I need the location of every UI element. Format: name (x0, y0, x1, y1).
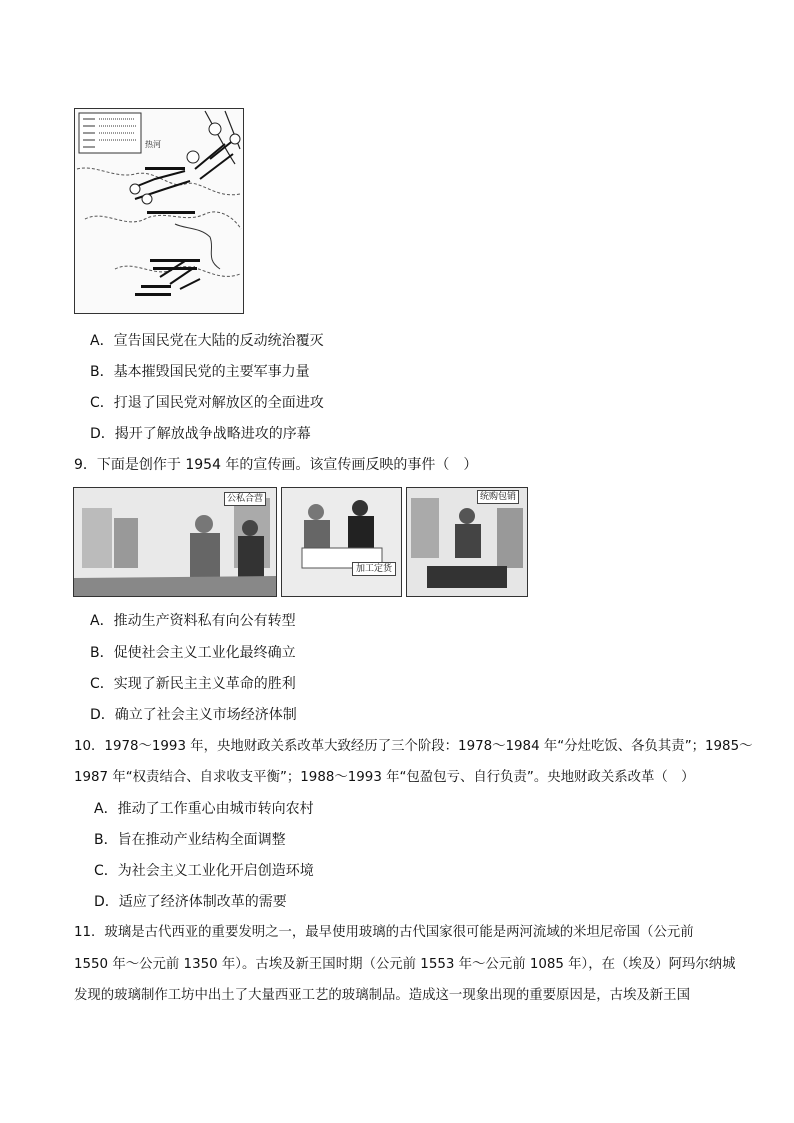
q10-option-b: B．旨在推动产业结构全面调整 (94, 832, 286, 848)
q10-option-d: D．适应了经济体制改革的需要 (94, 894, 287, 910)
q10-stem-line-2: 1987 年“权责结合、自求收支平衡”；1988～1993 年“包盈包亏、自行负责”。央地财政关系改革（ ） (74, 770, 695, 785)
q9-option-d: D．确立了社会主义市场经济体制 (90, 707, 297, 723)
q10-stem-line-1: 10．1978～1993 年，央地财政关系改革大致经历了三个阶段：1978～1984 年“分灶吃饭、各负其责”；1985～ (74, 739, 753, 754)
q8-option-a: A．宣告国民党在大陆的反动统治覆灭 (90, 333, 324, 349)
q9-option-a: A．推动生产资料私有向公有转型 (90, 613, 296, 629)
q9-option-c: C．实现了新民主主义革命的胜利 (90, 676, 296, 692)
map-label-rehe: 热河 (145, 140, 161, 149)
q10-option-c: C．为社会主义工业化开启创造环境 (94, 863, 314, 879)
q8-option-c: C．打退了国民党对解放区的全面进攻 (90, 395, 324, 411)
q9-option-b: B．促使社会主义工业化最终确立 (90, 645, 296, 661)
poster-caption-1: 公私合营 (224, 492, 266, 506)
q11-line-2: 1550 年～公元前 1350 年）。古埃及新王国时期（公元前 1553 年～公元前 1085 年），在（埃及）阿玛尔纳城 (74, 957, 736, 972)
poster-caption-3: 统购包销 (477, 490, 519, 504)
poster-panel-3 (406, 487, 528, 597)
poster-illustration-2 (282, 488, 401, 596)
q8-option-d: D．揭开了解放战争战略进攻的序幕 (90, 426, 311, 442)
poster-caption-2: 加工定货 (352, 562, 396, 576)
poster-panel-1 (73, 487, 277, 597)
poster-panel-2 (281, 487, 402, 597)
q10-option-a: A．推动了工作重心由城市转向农村 (94, 801, 314, 817)
poster-illustration-3 (407, 488, 527, 596)
map-drawing (75, 109, 243, 313)
q11-line-1: 11．玻璃是古代西亚的重要发明之一，最早使用玻璃的古代国家很可能是两河流域的米坦尼帝国（公元前 (74, 925, 694, 940)
q8-option-b: B．基本摧毁国民党的主要军事力量 (90, 364, 310, 380)
q8-campaign-map (74, 108, 244, 314)
q9-stem: 9．下面是创作于 1954 年的宣传画。该宣传画反映的事件（ ） (74, 457, 478, 473)
q11-line-3: 发现的玻璃制作工坊中出土了大量西亚工艺的玻璃制品。造成这一现象出现的重要原因是，古埃及新王国 (74, 988, 690, 1003)
